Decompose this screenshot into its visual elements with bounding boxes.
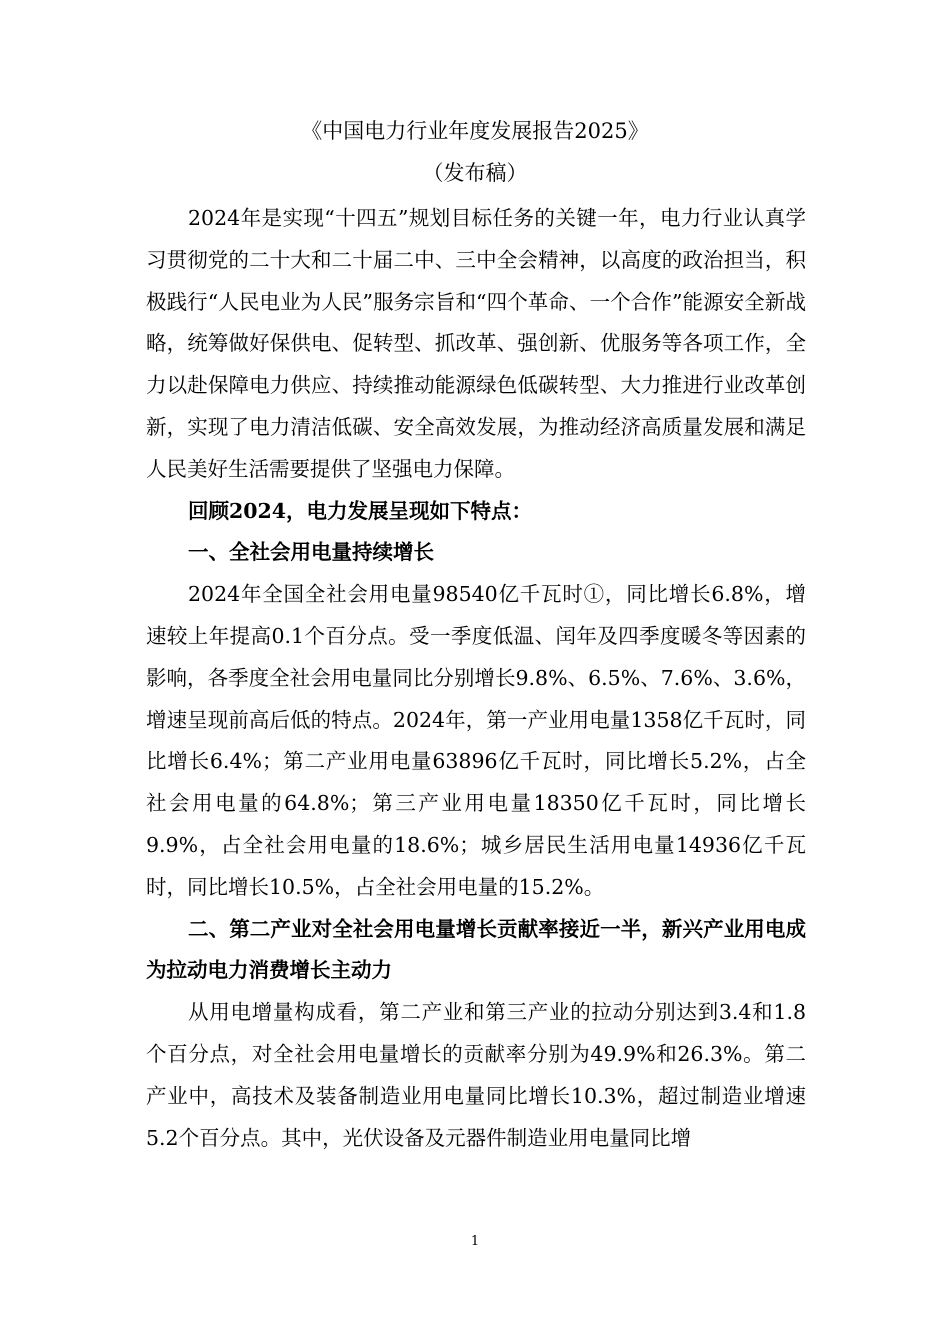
- document-body: [146, 198, 806, 1159]
- review-heading: 回顾2024，电力发展呈现如下特点：: [188, 498, 533, 523]
- section-1-heading: 一、全社会用电量持续增长: [188, 540, 434, 565]
- intro-paragraph: 2024年是实现“十四五”规划目标任务的关键一年，电力行业认真学习贯彻党的二十大和二十届二中、三中全会精神，以高度的政治担当，积极践行“人民电业为人民”服务宗旨和“四个革命、一个合作”能源安全新战略，统筹做好保供电、促转型、抓改革、强创新、优服务等各项工作，全力以赴保障电力供应、持续推动能源绿色低碳转型、大力推进行业改革创新，实现了电力清洁低碳、安全高效发展，为推动经济高质量发展和满足人民美好生活需要提供了坚强电力保障。: [146, 206, 806, 481]
- section-1-paragraph: 2024年全国全社会用电量98540亿千瓦时①，同比增长6.8%，增速较上年提高0.1个百分点。受一季度低温、闰年及四季度暖冬等因素的影响，各季度全社会用电量同比分别增长9.8%、6.5%、7.6%、3.6%，增速呈现前高后低的特点。2024年，第一产业用电量1358亿千瓦时，同比增长6.4%；第二产业用电量63896亿千瓦时，同比增长5.2%，占全社会用电量的64.8%；第三产业用电量18350亿千瓦时，同比增长9.9%，占全社会用电量的18.6%；城乡居民生活用电量14936亿千瓦时，同比增长10.5%，占全社会用电量的15.2%。: [146, 582, 806, 899]
- section-2-heading: 二、第二产业对全社会用电量增长贡献率接近一半，新兴产业用电成为拉动电力消费增长主动力: [146, 916, 806, 983]
- document-title: 《中国电力行业年度发展报告2025》: [301, 119, 649, 143]
- section-2-paragraph: 从用电增量构成看，第二产业和第三产业的拉动分别达到3.4和1.8个百分点，对全社会用电量增长的贡献率分别为49.9%和26.3%。第二产业中，高技术及装备制造业用电量同比增长10.3%，超过制造业增速5.2个百分点。其中，光伏设备及元器件制造业用电量同比增: [146, 1000, 806, 1150]
- document-subtitle: （发布稿）: [422, 161, 528, 185]
- page-number: 1: [470, 1234, 480, 1249]
